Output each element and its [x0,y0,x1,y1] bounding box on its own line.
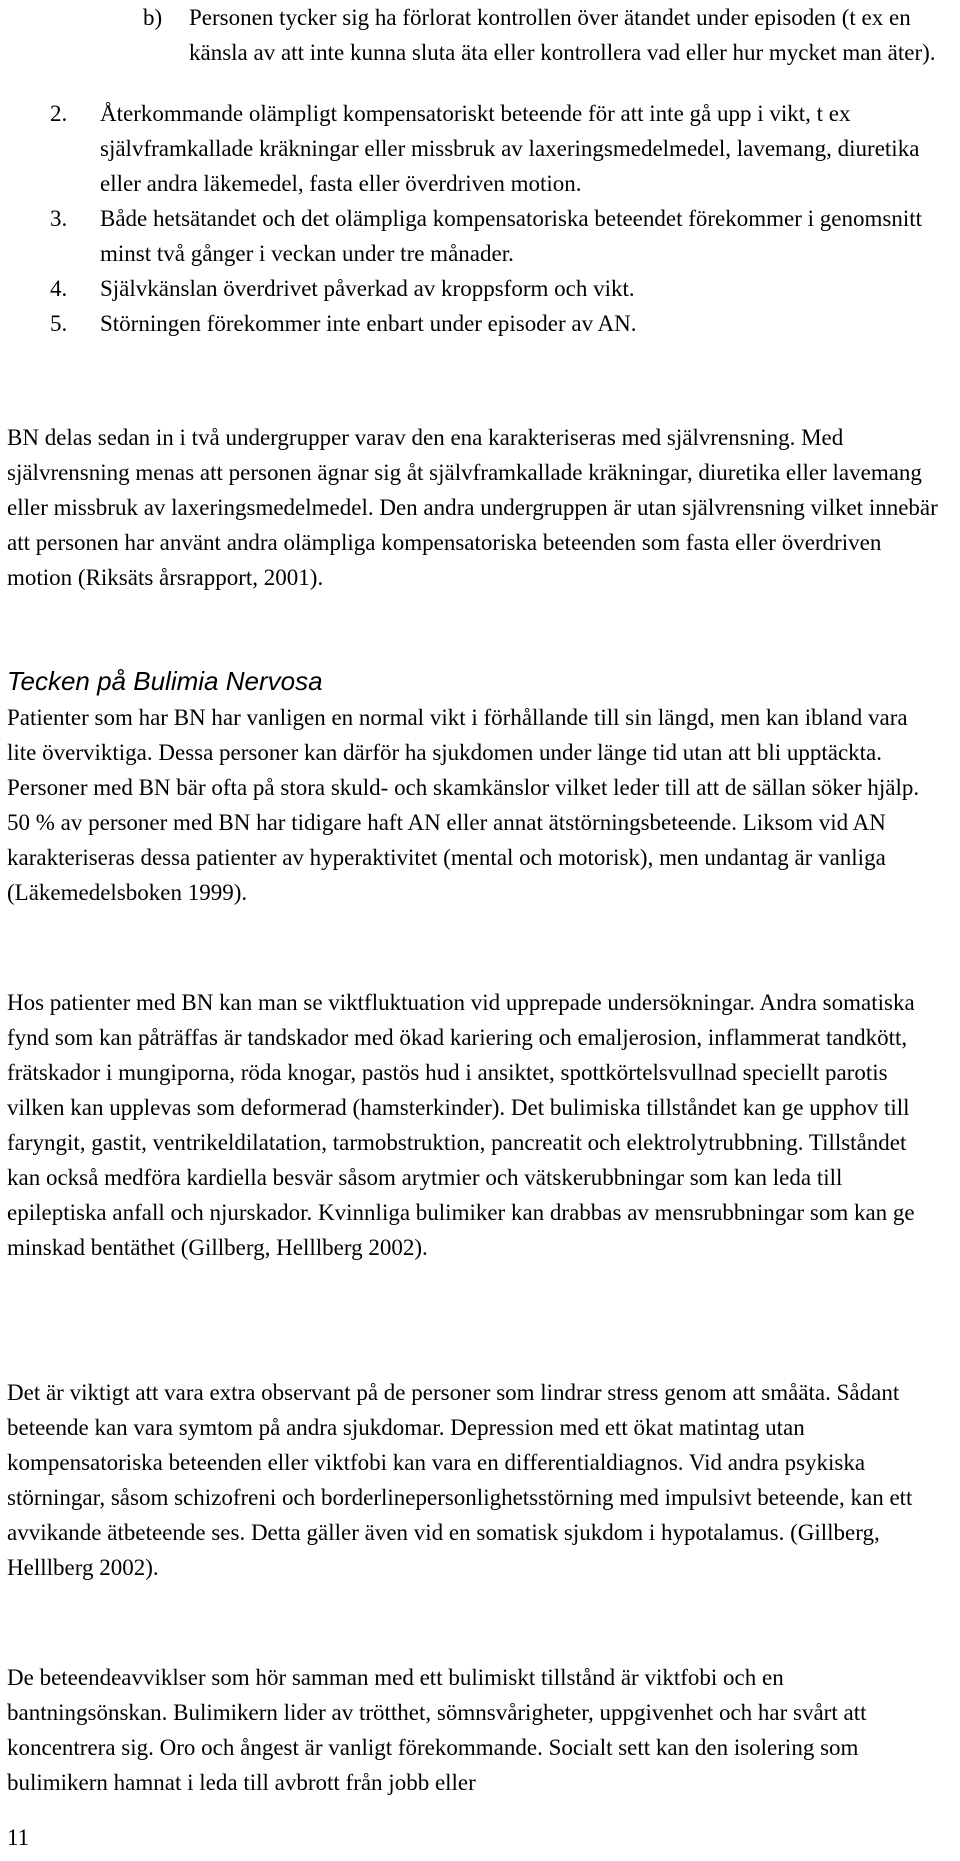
criterion-item [50,96,940,201]
sub-item-label: b) [143,5,163,30]
criterion-text: Störningen förekommer inte enbart under episoder av AN. [100,311,637,336]
paragraph-signs: Patienter som har BN har vanligen en normal vikt i förhållande till sin längd, men kan ibland vara lite överviktiga. Dessa personer kan därför ha sjukdomen under länge tid utan att bli upptäckta. Personer med BN bär ofta på stora skuld- och skamkänslor vilket leder till att de sällan söker hjälp. 50 % av personer med BN har tidigare haft AN eller annat ätstörningsbeteende. Liksom vid AN karakteriseras dessa patienter av hyperaktivitet (mental och motorisk), men undantag är vanliga (Läkemedelsboken 1999). [7,705,920,905]
sub-item-text: Personen tycker sig ha förlorat kontrollen över ätandet under episoden (t ex en känsla av att inte kunna sluta äta eller kontrollera vad eller hur mycket man äter). [189,5,936,65]
criterion-item [50,306,940,341]
paragraph-somatic-findings: Hos patienter med BN kan man se viktfluktuation vid upprepade undersökningar. Andra somatiska fynd som kan påträffas är tandskador med ökad kariering och emaljerosion, inflammerat tandkött, frätskador i mungiporna, röda knogar, pastös hud i ansiktet, spottkörtelsvullnad speciellt parotis vilken kan upplevas som deformerad (hamsterkinder). Det bulimiska tillståndet kan ge upphov till faryngit, gastit, ventrikeldilatation, tarmobstruktion, pancreatit och elektrolytrubbning. Tillståndet kan också medföra kardiella besvär såsom arytmier och vätskerubbningar som kan leda till epileptiska anfall och njurskador. Kvinnliga bulimiker kan drabbas av mensrubbningar som kan ge minskad bentäthet (Gillberg, Helllberg 2002). [7,990,915,1260]
paragraph-behaviour: De beteendeavviklser som hör samman med ett bulimiskt tillstånd är viktfobi och en bantningsönskan. Bulimikern lider av trötthet, sömnsvårigheter, uppgivenhet och har svårt att koncentrera sig. Oro och ångest är vanligt förekommande. Socialt sett kan den isolering som bulimikern hamnat i leda till avbrott från jobb eller [7,1665,867,1795]
criterion-text: Självkänslan överdrivet påverkad av kroppsform och vikt. [100,276,635,301]
criterion-number: 2. [50,101,68,126]
criterion-sub-item-b [90,0,960,70]
criterion-item [50,201,940,271]
criterion-text: Både hetsätandet och det olämpliga kompensatoriska beteendet förekommer i genomsnitt minst två gånger i veckan under tre månader. [100,206,923,266]
paragraph-differential-diagnosis: Det är viktigt att vara extra observant på de personer som lindrar stress genom att småäta. Sådant beteende kan vara symtom på andra sjukdomar. Depression med ett ökat matintag utan kompensatoriska beteenden eller viktfobi kan vara en differentialdiagnos. Vid andra psykiska störningar, såsom schizofreni och borderlinepersonlighetsstörning med impulsivt beteende, kan ett avvikande ätbeteende ses. Detta gäller även vid en somatisk sjukdom i hypotalamus. (Gillberg, Helllberg 2002). [7,1380,913,1580]
paragraph-subgroups: BN delas sedan in i två undergrupper varav den ena karakteriseras med självrensning. Med självrensning menas att personen ägnar sig åt självframkallade kräkningar, diuretika eller lavemang eller missbruk av laxeringsmedelmedel. Den andra undergruppen är utan självrensning vilket innebär att personen har använt andra olämpliga kompensatoriska beteenden som fasta eller överdriven motion (Riksäts årsrapport, 2001). [7,425,938,590]
page-number: 11 [7,1825,30,1850]
criterion-number: 3. [50,206,68,231]
criterion-number: 4. [50,276,68,301]
diagnostic-criteria-list [50,96,940,341]
criterion-item [50,271,940,306]
criterion-text: Återkommande olämpligt kompensatoriskt beteende för att inte gå upp i vikt, t ex självframkallade kräkningar eller missbruk av laxeringsmedelmedel, lavemang, diuretika eller andra läkemedel, fasta eller överdriven motion. [100,101,920,196]
section-heading: Tecken på Bulimia Nervosa [7,666,323,696]
criterion-number: 5. [50,311,68,336]
